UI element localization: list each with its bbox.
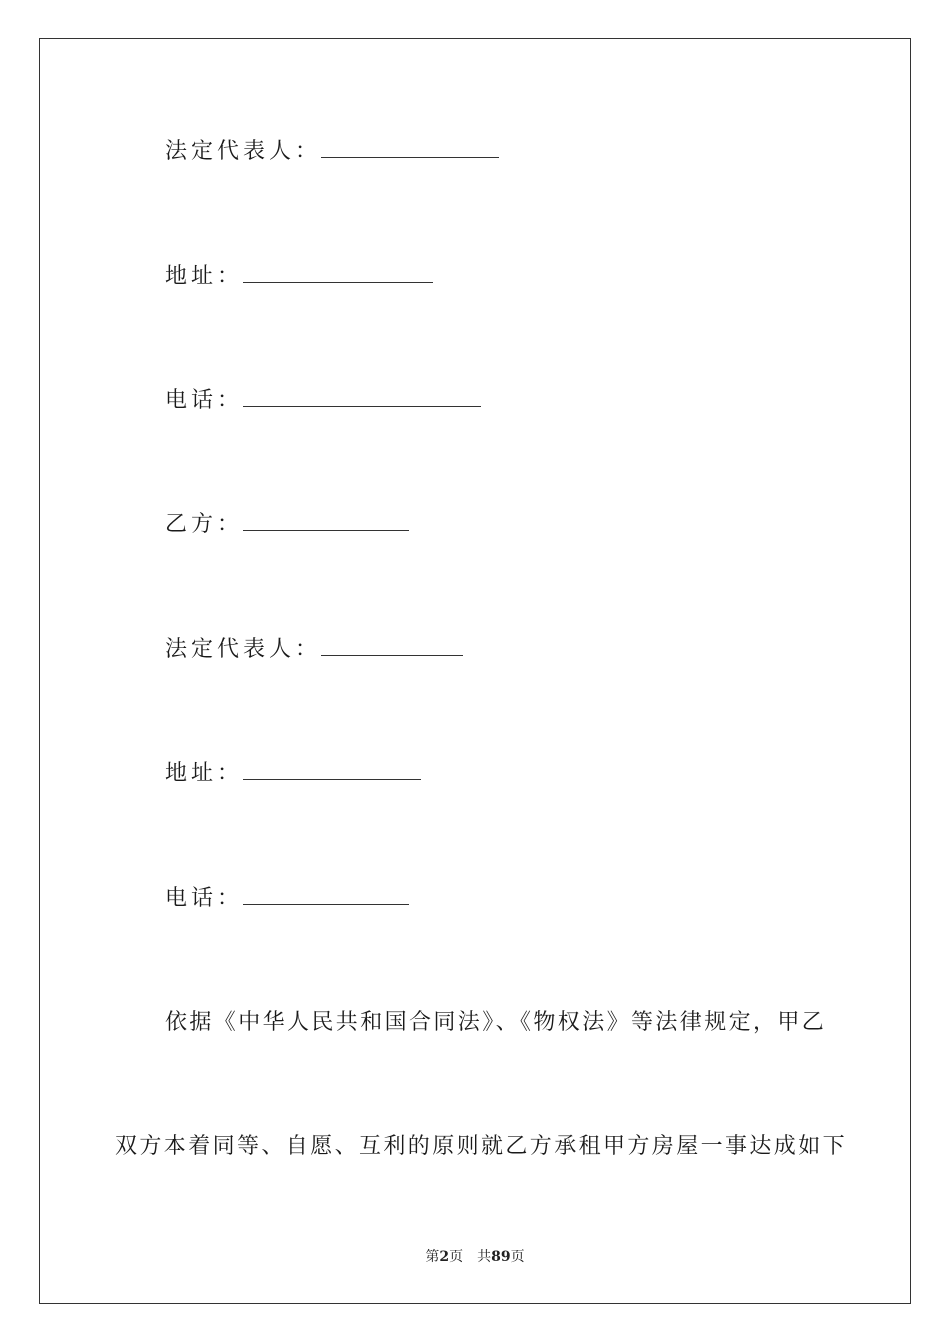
blank-line [243, 386, 481, 407]
field-row-legal-rep-b [165, 635, 463, 664]
blank-line [243, 510, 409, 531]
blank-line [243, 884, 409, 905]
field-label: 地址： [165, 264, 244, 289]
blank-line [321, 137, 499, 158]
blank-line [243, 262, 433, 283]
page-footer [0, 1248, 950, 1266]
field-row-phone-b [165, 884, 409, 913]
footer-total-suffix: 页 [510, 1249, 525, 1265]
footer-total-prefix: 共 [477, 1249, 492, 1265]
field-label: 地址： [165, 761, 244, 786]
footer-total-pages: 89 [491, 1249, 511, 1265]
body-paragraph-line-1: 依据《中华人民共和国合同法》、《物权法》等法律规定，甲乙 [165, 1010, 827, 1035]
blank-line [243, 759, 421, 780]
field-row-address-a [165, 262, 433, 291]
footer-page-suffix: 页 [449, 1249, 464, 1265]
field-label: 电话： [165, 886, 244, 911]
field-row-party-b [165, 510, 409, 539]
footer-current-page: 2 [439, 1249, 450, 1265]
field-label: 乙方： [165, 512, 244, 537]
field-label: 法定代表人： [165, 139, 322, 164]
field-row-legal-rep-a [165, 137, 499, 166]
blank-line [321, 635, 463, 656]
page-border [39, 38, 911, 1304]
footer-page-prefix: 第 [425, 1249, 440, 1265]
body-paragraph-line-2: 双方本着同等、自愿、互利的原则就乙方承租甲方房屋一事达成如下 [115, 1134, 848, 1159]
field-row-phone-a [165, 386, 481, 415]
field-row-address-b [165, 759, 421, 788]
field-label: 电话： [165, 388, 244, 413]
field-label: 法定代表人： [165, 637, 322, 662]
